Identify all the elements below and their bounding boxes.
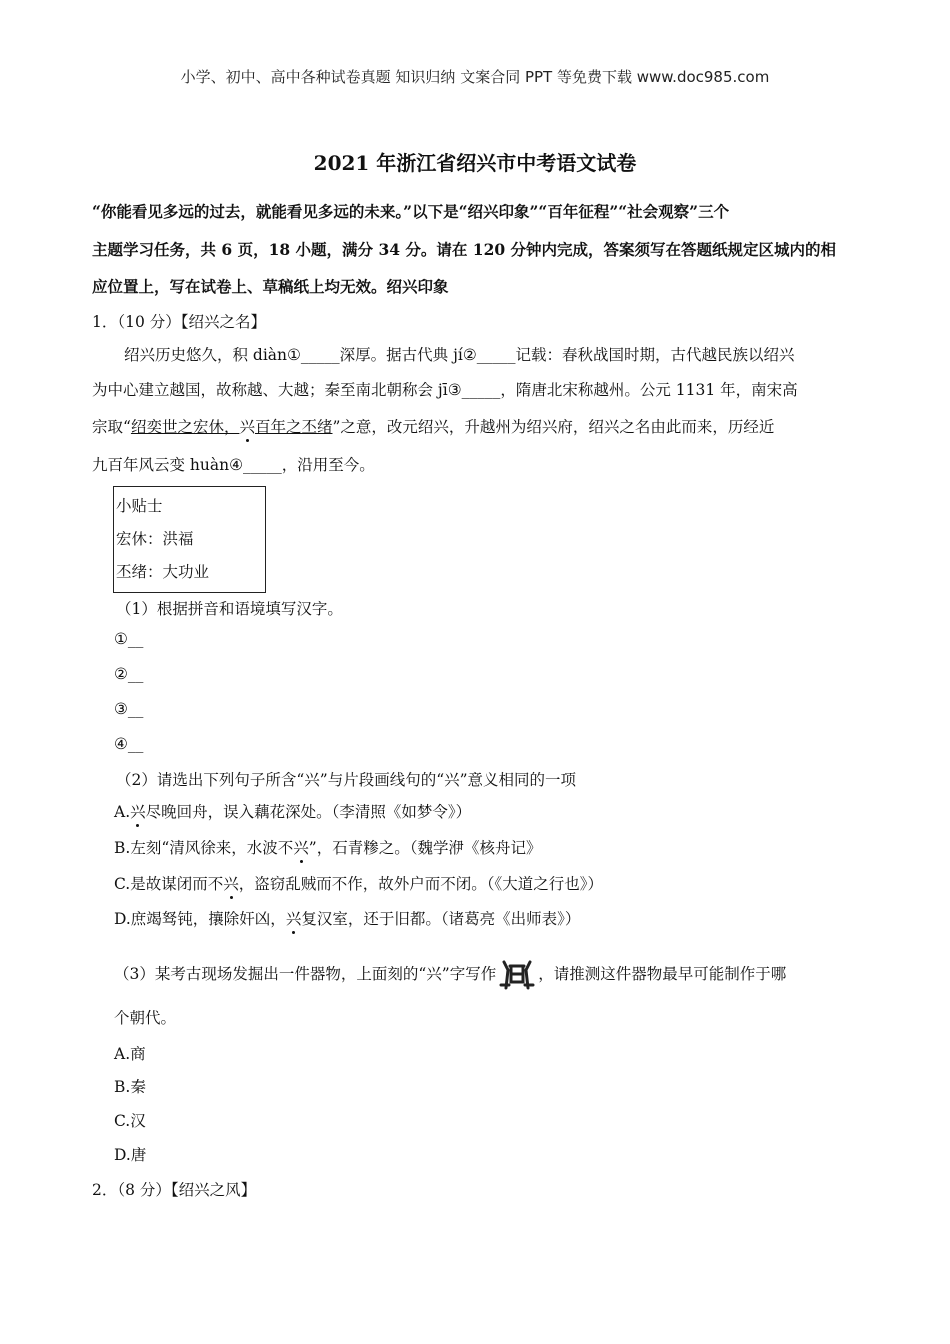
passage-line-2: 为中心建立越国，故称越、大越；秦至南北朝称会 jī③_____，隋唐北宋称越州。公元 1131 年，南宋高 [92,381,798,399]
tip-title: 小贴士 [116,497,163,515]
passage-line-3: 宗取“绍奕世之宏休，兴百年之丕绪”之意，改元绍兴，升越州为绍兴府，绍兴之名由此而来，历经近 [92,415,774,437]
choice-d: D.唐 [114,1146,147,1164]
option-d: D.庶竭驽钝，攘除奸凶，兴复汉室，还于旧都。（诸葛亮《出师表》） [114,907,580,929]
sub-question-1-prompt: （1）根据拼音和语境填写汉字。 [116,600,343,618]
intro-line-2: 主题学习任务，共 6 页，18 小题，满分 34 分。请在 120 分钟内完成，答案须写在答题纸规定区城内的相 [92,240,837,259]
option-a: A.兴尽晚回舟，误入藕花深处。（李清照《如梦令》） [114,800,471,822]
tip-box [113,486,266,593]
passage-line-1: 绍兴历史悠久，积 diàn①_____深厚。据古代典 jí②_____记载：春秋战国时期，古代越民族以绍兴 [124,346,795,364]
underlined-phrase-1: 绍奕世之宏休， [130,418,240,436]
choice-b: B.秦 [114,1078,146,1096]
sub-question-3-prompt-cont: 个朝代。 [114,1009,177,1027]
choice-c: C.汉 [114,1112,146,1130]
underlined-phrase-2: 百年之丕绪 [254,418,333,436]
question-1-heading: 1．（10 分）【绍兴之名】 [92,313,267,331]
option-c: C.是故谋闭而不兴，盗窃乱贼而不作，故外户而不闭。（《大道之行也》） [114,872,603,894]
answer-blank-4: ④__ [114,735,144,753]
intro-line-3: 应位置上，写在试卷上、草稿纸上均无效。绍兴印象 [92,277,449,296]
page-header: 小学、初中、高中各种试卷真题 知识归纳 文案合同 PPT 等免费下载 www.doc985.com [180,68,770,86]
intro-line-1: “你能看见多远的过去，就能看见多远的未来。”以下是“绍兴印象”“百年征程”“社会观察”三个 [92,202,730,221]
passage-line-4: 九百年风云变 huàn④_____，沿用至今。 [92,456,375,474]
choice-a: A.商 [114,1045,146,1063]
sub-question-3-prompt: （3）某考古现场发掘出一件器物，上面刻的“兴”字写作 ，请推测这件器物最早可能制作于哪 [114,958,786,992]
ancient-xing-glyph-icon [498,958,536,992]
answer-blank-3: ③__ [114,700,144,718]
tip-item: 宏休：洪福 [116,530,194,548]
tip-item: 丕绪：大功业 [116,563,210,581]
sub-question-2-prompt: （2）请选出下列句子所含“兴”与片段画线句的“兴”意义相同的一项 [116,771,577,789]
answer-blank-2: ②__ [114,665,144,683]
dotted-xing: 兴 [239,415,255,437]
exam-title: 2021 年浙江省绍兴市中考语文试卷 [313,151,637,175]
option-b: B.左刻“清风徐来，水波不兴”，石青糁之。（魏学洢《核舟记》 [114,836,541,858]
answer-blank-1: ①__ [114,630,144,648]
question-2-heading: 2．（8 分）【绍兴之风】 [92,1181,257,1199]
